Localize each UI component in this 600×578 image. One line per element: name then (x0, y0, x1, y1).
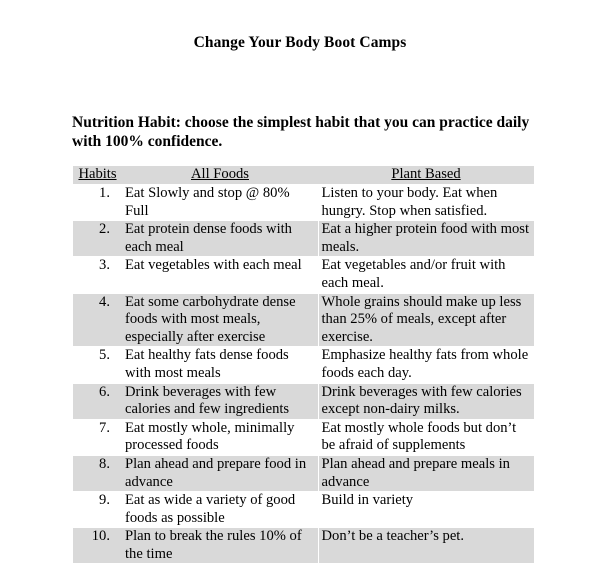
habit-number: 5. (73, 347, 122, 383)
all-foods-cell: Eat healthy fats dense foods with most meals (122, 347, 318, 383)
plant-based-cell: Eat vegetables and/or fruit with each meal. (318, 257, 534, 293)
all-foods-cell: Eat protein dense foods with each meal (122, 221, 318, 257)
habit-number: 3. (73, 257, 122, 293)
habit-number: 9. (73, 492, 122, 528)
plant-based-cell: Plan ahead and prepare meals in advance (318, 455, 534, 491)
plant-based-cell: Listen to your body. Eat when hungry. Stop when satisfied. (318, 185, 534, 221)
habits-table (73, 166, 534, 563)
habit-number: 6. (73, 383, 122, 419)
table-row (73, 221, 534, 257)
plant-based-cell: Drink beverages with few calories except non-dairy milks. (318, 383, 534, 419)
habit-number: 4. (73, 293, 122, 347)
all-foods-cell: Drink beverages with few calories and few ingredients (122, 383, 318, 419)
table-row (73, 383, 534, 419)
plant-based-cell: Eat a higher protein food with most meals. (318, 221, 534, 257)
all-foods-cell: Eat as wide a variety of good foods as possible (122, 492, 318, 528)
all-foods-cell: Plan ahead and prepare food in advance (122, 455, 318, 491)
table-row (73, 293, 534, 347)
plant-based-cell: Build in variety (318, 492, 534, 528)
habit-number: 8. (73, 455, 122, 491)
habit-number: 10. (73, 528, 122, 564)
all-foods-cell: Eat some carbohydrate dense foods with most meals, especially after exercise (122, 293, 318, 347)
all-foods-cell: Eat mostly whole, minimally processed foods (122, 419, 318, 455)
document-title: Change Your Body Boot Camps (193, 34, 407, 51)
header-habits: Habits (73, 166, 122, 185)
table-row (73, 185, 534, 221)
plant-based-cell: Don’t be a teacher’s pet. (318, 528, 534, 564)
table-row (73, 419, 534, 455)
habit-number: 1. (73, 185, 122, 221)
plant-based-cell: Whole grains should make up less than 25% of meals, except after exercise. (318, 293, 534, 347)
header-all-foods: All Foods (122, 166, 318, 185)
table-row (73, 347, 534, 383)
table-row (73, 257, 534, 293)
header-plant-based: Plant Based (318, 166, 534, 185)
table-row (73, 528, 534, 564)
table-header-row (73, 166, 534, 185)
table-row (73, 455, 534, 491)
intro-paragraph: Nutrition Habit: choose the simplest habit that you can practice daily with 100% confidence. (72, 114, 530, 150)
habit-number: 7. (73, 419, 122, 455)
plant-based-cell: Eat mostly whole foods but don’t be afraid of supplements (318, 419, 534, 455)
all-foods-cell: Plan to break the rules 10% of the time (122, 528, 318, 564)
plant-based-cell: Emphasize healthy fats from whole foods each day. (318, 347, 534, 383)
habit-number: 2. (73, 221, 122, 257)
table-row (73, 492, 534, 528)
all-foods-cell: Eat vegetables with each meal (122, 257, 318, 293)
all-foods-cell: Eat Slowly and stop @ 80% Full (122, 185, 318, 221)
